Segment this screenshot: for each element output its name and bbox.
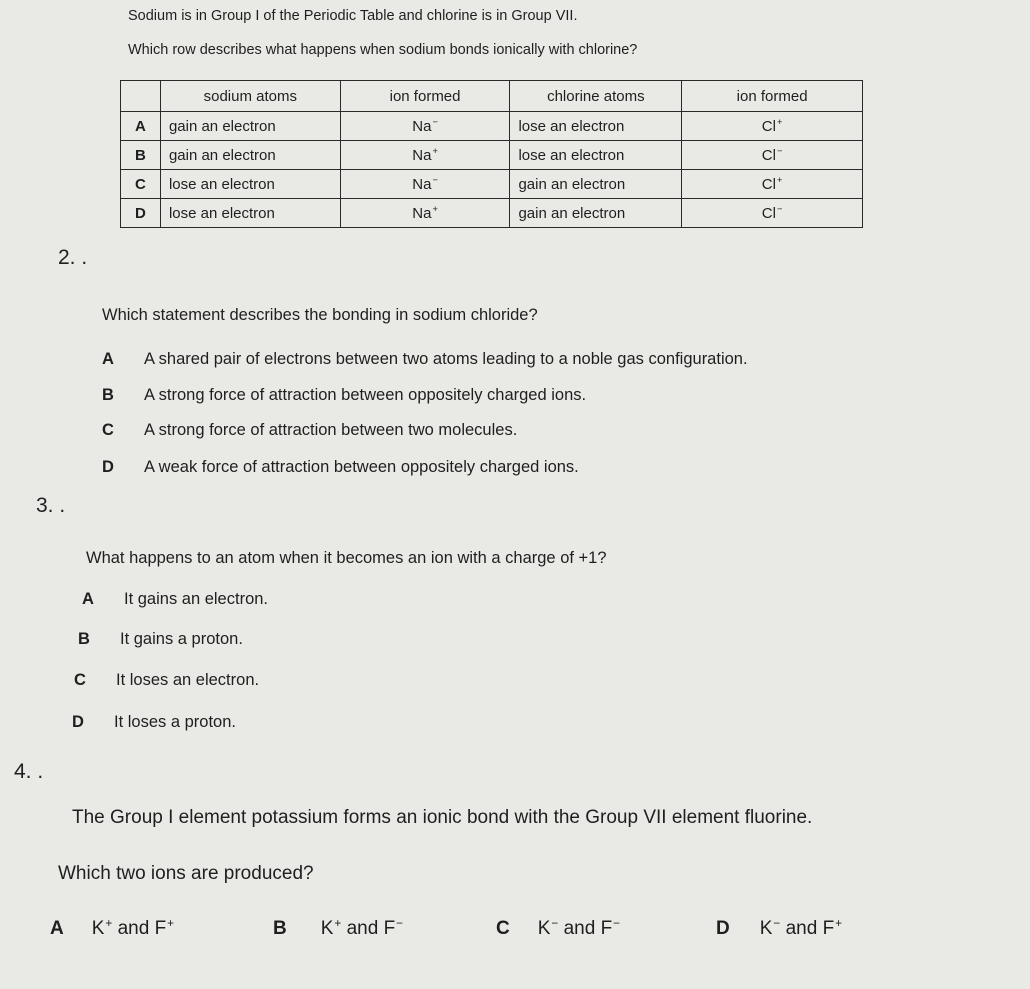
ion-symbol: Cl [761, 117, 776, 135]
row-key[interactable]: A [121, 112, 161, 141]
ion-symbol: Cl [761, 175, 776, 193]
question-4-statement: The Group I element potassium forms an ionic bond with the Group VII element fluorine. [72, 807, 813, 828]
option-letter: D [716, 918, 730, 939]
q3-option-c[interactable] [74, 671, 259, 690]
sodium-action: gain an electron [160, 112, 340, 141]
and-word: and [563, 918, 596, 939]
ion-charge: + [432, 145, 438, 156]
q4-option-d[interactable] [716, 918, 842, 940]
option-letter: B [102, 386, 114, 404]
chlorine-action: gain an electron [510, 170, 682, 199]
q3-option-d[interactable] [72, 713, 236, 732]
ion-symbol: Na [412, 117, 432, 135]
option-letter: A [50, 918, 64, 939]
sodium-action: gain an electron [160, 141, 340, 170]
option-text: It gains a proton. [120, 630, 243, 648]
option-text: A strong force of attraction between oppositely charged ions. [144, 386, 587, 404]
ion-charge: + [776, 116, 783, 127]
header-chlorine-atoms: chlorine atoms [510, 81, 682, 112]
ion-charge: − [773, 916, 781, 930]
sodium-ion [340, 199, 510, 228]
ion-charge: + [835, 916, 843, 930]
header-sodium-ion: ion formed [340, 81, 510, 112]
ion-charge: − [613, 916, 621, 930]
option-text: A strong force of attraction between two molecules. [144, 421, 518, 439]
option-text: A shared pair of electrons between two atoms leading to a noble gas configuration. [144, 350, 748, 368]
row-key[interactable]: B [121, 141, 161, 170]
option-letter: C [496, 918, 510, 939]
option-text: It loses a proton. [114, 713, 236, 731]
option-letter: C [74, 671, 86, 689]
ion-symbol: F [383, 918, 396, 939]
q4-option-a[interactable] [50, 918, 174, 940]
q4-option-c[interactable] [496, 918, 620, 940]
question-3-number: 3. . [36, 494, 66, 517]
intro-text: Sodium is in Group I of the Periodic Table and chlorine is in Group VII. [128, 8, 578, 24]
table-row [121, 170, 863, 199]
ion-symbol: Na [412, 175, 432, 193]
and-word: and [785, 918, 818, 939]
sodium-action: lose an electron [160, 199, 340, 228]
and-word: and [346, 918, 379, 939]
ion-symbol: F [600, 918, 613, 939]
ion-charge: − [432, 174, 438, 185]
q2-option-b[interactable] [102, 386, 586, 405]
option-text: It gains an electron. [124, 590, 269, 608]
row-key[interactable]: C [121, 170, 161, 199]
q4-option-b[interactable] [273, 918, 403, 940]
ion-symbol: K [759, 918, 773, 939]
table-row [121, 141, 863, 170]
ion-symbol: Cl [761, 204, 776, 222]
sodium-action: lose an electron [160, 170, 340, 199]
question-1-text: Which row describes what happens when sodium bonds ionically with chlorine? [128, 42, 638, 58]
ion-charge: − [551, 916, 559, 930]
ion-charge: − [776, 145, 783, 156]
q3-option-a[interactable] [82, 590, 268, 609]
sodium-ion [340, 112, 510, 141]
ion-symbol: Na [412, 146, 432, 164]
q2-option-a[interactable] [102, 350, 748, 369]
q3-option-b[interactable] [78, 630, 243, 649]
chlorine-action: lose an electron [510, 112, 682, 141]
chlorine-ion [682, 112, 863, 141]
header-sodium-atoms: sodium atoms [160, 81, 340, 112]
chlorine-ion [682, 170, 863, 199]
option-letter: A [82, 590, 94, 608]
header-blank [121, 81, 161, 112]
option-letter: D [102, 458, 114, 476]
ion-charge: + [167, 916, 175, 930]
ion-charge: + [334, 916, 342, 930]
q2-option-c[interactable] [102, 421, 517, 440]
q2-option-d[interactable] [102, 458, 579, 477]
option-text: A weak force of attraction between oppositely charged ions. [144, 458, 579, 476]
ion-symbol: K [91, 918, 105, 939]
chlorine-ion [682, 141, 863, 170]
ion-charge: − [396, 916, 404, 930]
option-letter: A [102, 350, 114, 368]
table-header-row [121, 81, 863, 112]
ion-symbol: Na [412, 204, 432, 222]
question-2-number: 2. . [58, 246, 88, 269]
ion-charge: − [776, 203, 783, 214]
ion-charge: + [776, 174, 783, 185]
ion-charge: − [432, 116, 438, 127]
chlorine-action: gain an electron [510, 199, 682, 228]
table-row [121, 199, 863, 228]
table-row [121, 112, 863, 141]
option-letter: B [273, 918, 287, 939]
ion-symbol: K [320, 918, 334, 939]
chlorine-action: lose an electron [510, 141, 682, 170]
question-2-text: Which statement describes the bonding in sodium chloride? [102, 306, 538, 324]
question-3-text: What happens to an atom when it becomes an ion with a charge of +1? [86, 549, 607, 567]
ion-charge: + [105, 916, 113, 930]
question-4-text: Which two ions are produced? [58, 863, 314, 884]
row-key[interactable]: D [121, 199, 161, 228]
header-chlorine-ion: ion formed [682, 81, 863, 112]
chlorine-ion [682, 199, 863, 228]
question-4-number: 4. . [14, 760, 44, 783]
sodium-ion [340, 141, 510, 170]
answer-table [120, 80, 863, 228]
option-text: It loses an electron. [116, 671, 260, 689]
ion-symbol: Cl [761, 146, 776, 164]
option-letter: B [78, 630, 90, 648]
option-letter: C [102, 421, 114, 439]
ion-symbol: K [537, 918, 551, 939]
and-word: and [117, 918, 150, 939]
ion-charge: + [432, 203, 438, 214]
ion-symbol: F [154, 918, 167, 939]
sodium-ion [340, 170, 510, 199]
ion-symbol: F [822, 918, 835, 939]
option-letter: D [72, 713, 84, 731]
